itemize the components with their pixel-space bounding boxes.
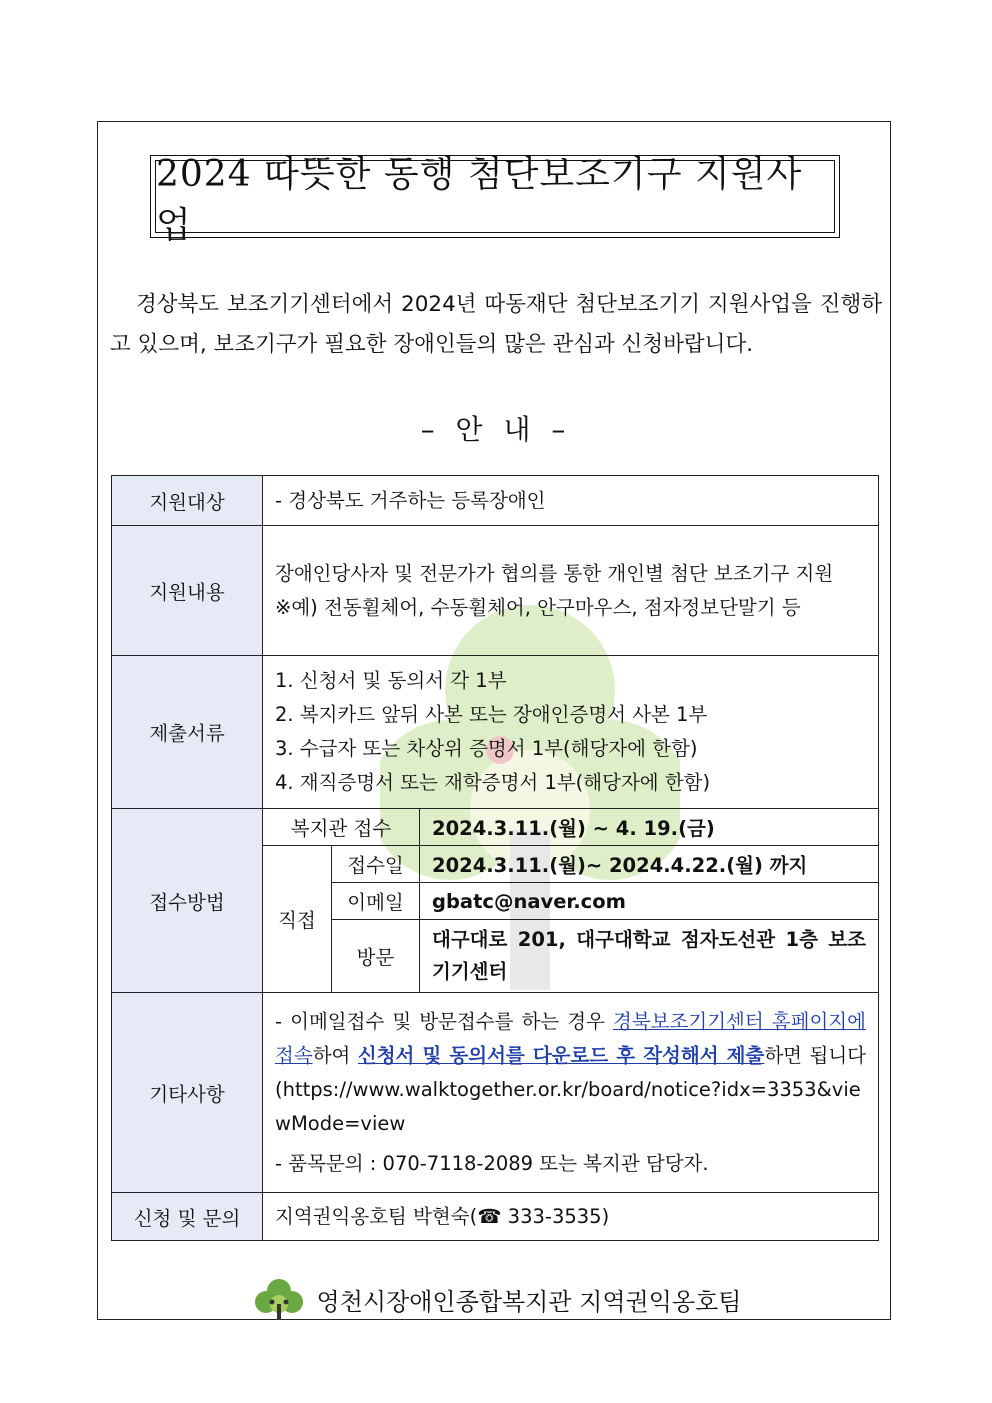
welfare-period: 2024.3.11.(월) ~ 4. 19.(금) <box>420 809 879 846</box>
value-contact <box>263 1193 879 1241</box>
document-item: 4. 재직증명서 또는 재학증명서 1부(해당자에 한함) <box>275 771 711 794</box>
row-method-welfare <box>112 809 879 846</box>
direct-label: 직접 <box>263 846 332 993</box>
welfare-label: 복지관 접수 <box>263 809 420 846</box>
row-contact <box>112 1193 879 1241</box>
guide-heading: – 안 내 – <box>420 413 572 446</box>
etc-paragraph-1 <box>275 1005 866 1141</box>
etc-paragraph-2: - 품목문의 : 070-7118-2089 또는 복지관 담당자. <box>275 1151 709 1175</box>
organization-logo-icon <box>251 1278 307 1320</box>
footer-organization: 영천시장애인종합복지관 지역권익옹호팀 <box>316 1287 742 1316</box>
title-box <box>150 153 840 246</box>
email-label: 이메일 <box>332 883 420 920</box>
contact-phone: 333-3535) <box>501 1204 610 1228</box>
label-method: 접수방법 <box>112 809 263 993</box>
contact-name: 지역권익옹호팀 박현숙( <box>275 1204 478 1228</box>
row-content <box>112 526 879 656</box>
homepage-link[interactable]: 경북보조기기센터 홈페이지에 접속 <box>275 1009 866 1067</box>
label-etc: 기타사항 <box>112 993 263 1193</box>
value-documents <box>263 656 879 809</box>
visit-address: 대구대로 201, 대구대학교 점자도선관 1층 보조기기센터 <box>420 920 879 993</box>
value-target: - 경상북도 거주하는 등록장애인 <box>263 476 879 526</box>
footer <box>0 1278 992 1320</box>
phone-icon: ☎ <box>477 1204 502 1228</box>
visit-label: 방문 <box>332 920 420 993</box>
period-value: 2024.3.11.(월)~ 2024.4.22.(월) 까지 <box>420 846 879 883</box>
label-target: 지원대상 <box>112 476 263 526</box>
label-content: 지원내용 <box>112 526 263 656</box>
notice-url[interactable]: 하면 됩니다(https://www.walktogether.or.kr/board/notice?idx=3353&viewMode=view <box>275 1043 867 1135</box>
etc-text: 하여 <box>312 1043 358 1067</box>
row-documents <box>112 656 879 809</box>
page-title: 2024 따뜻한 동행 첨단보조기구 지원사업 <box>155 160 835 233</box>
document-item: 1. 신청서 및 동의서 각 1부 <box>275 669 507 692</box>
row-target <box>112 476 879 526</box>
label-contact: 신청 및 문의 <box>112 1193 263 1241</box>
email-value[interactable]: gbatc@naver.com <box>420 883 879 920</box>
content-line-2: ※예) 전동휠체어, 수동휠체어, 안구마우스, 점자정보단말기 등 <box>275 595 801 619</box>
intro-paragraph: 경상북도 보조기기센터에서 2024년 따동재단 첨단보조기기 지원사업을 진행하고 있으며, 보조기구가 필요한 장애인들의 많은 관심과 신청바랍니다. <box>110 292 882 357</box>
label-documents: 제출서류 <box>112 656 263 809</box>
document-item: 2. 복지카드 앞뒤 사본 또는 장애인증명서 사본 1부 <box>275 703 708 726</box>
info-table <box>111 475 879 1241</box>
download-instruction: 신청서 및 동의서를 다운로드 후 작성해서 제출 <box>357 1043 765 1067</box>
value-content <box>263 526 879 656</box>
row-etc <box>112 993 879 1193</box>
document-item: 3. 수급자 또는 차상위 증명서 1부(해당자에 한함) <box>275 737 698 760</box>
etc-text: - 이메일접수 및 방문접수를 하는 경우 <box>275 1009 614 1033</box>
period-label: 접수일 <box>332 846 420 883</box>
value-etc <box>263 993 879 1193</box>
content-line-1: 장애인당사자 및 전문가가 협의를 통한 개인별 첨단 보조기구 지원 <box>275 561 834 585</box>
